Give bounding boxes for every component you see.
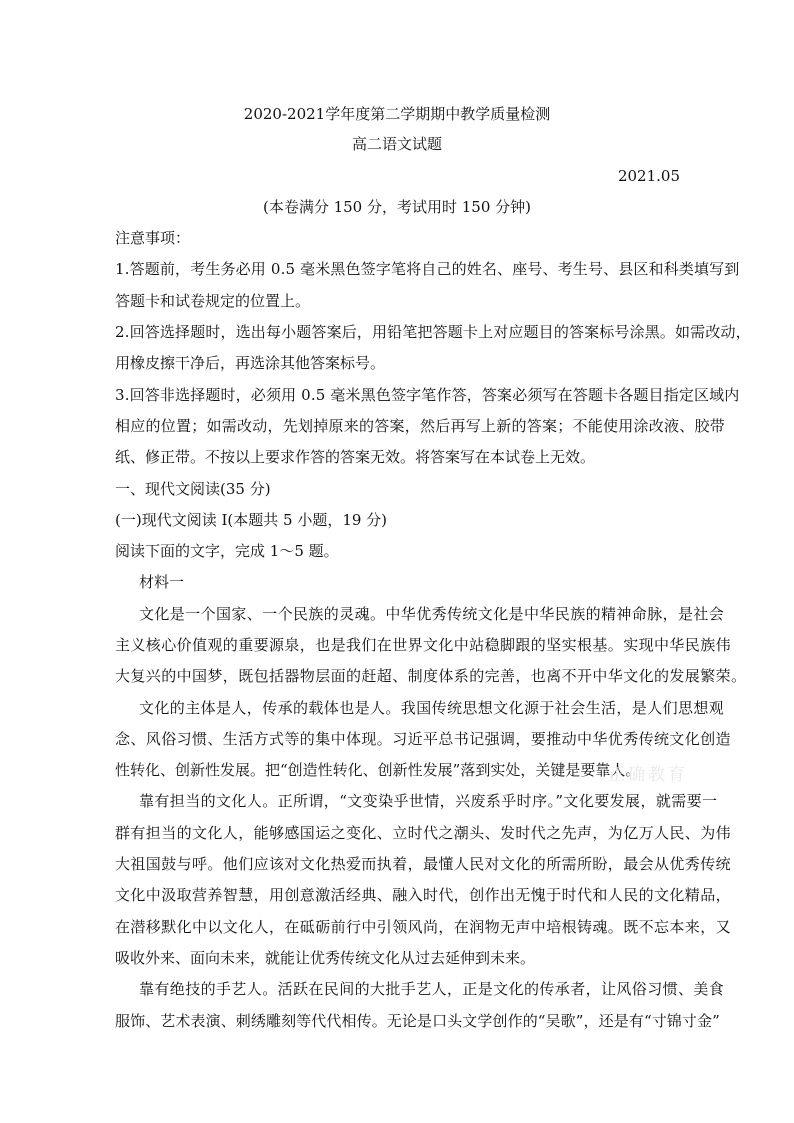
passage-line: 文化的主体是人，传承的载体也是人。我国传统思想文化源于社会生活，是人们思想观 [139,699,725,717]
section-subtitle: (一)现代文阅读 I(本题共 5 小题，19 分) [115,511,388,529]
passage-line: 文化中汲取营养智慧，用创意激活经典、融入时代，创作出无愧于时代和人民的文化精品， [115,886,732,904]
notice-line: 3.回答非选择题时，必须用 0.5 毫米黑色签字笔作答，答案必须写在答题卡各题目指定区域内 [115,386,740,404]
passage-line: 靠有担当的文化人。正所谓，“文变染乎世情，兴废系乎时序。”文化要发展，就需要一 [139,792,718,810]
passage-line: 群有担当的文化人，能够感国运之变化、立时代之潮头、发时代之先声，为亿万人民、为伟 [115,824,732,842]
section-title: 一、现代文阅读(35 分) [115,480,271,498]
exam-title: 2020-2021学年度第二学期期中教学质量检测 [243,105,551,123]
reading-instruction: 阅读下面的文字，完成 1～5 题。 [115,542,339,560]
passage-line: 性转化、创新性发展。把“创造性转化、创新性发展”落到实处，关键是要靠人。 [115,761,641,779]
passage-line: 在潜移默化中以文化人，在砥砺前行中引领风尚，在润物无声中培根铸魂。既不忘本来，又 [115,918,732,936]
notice-line: 相应的位置；如需改动，先划掉原来的答案，然后再写上新的答案；不能使用涂改液、胶带 [115,417,726,435]
passage-line: 吸收外来、面向未来，就能让优秀传统文化从过去延伸到未来。 [115,949,536,967]
exam-date: 2021.05 [617,167,680,185]
notice-line: 2.回答选择题时，选出每小题答案后，用铅笔把答题卡上对应题目的答案标号涂黑。如需改动， [115,323,751,341]
watermark: 正确教育 [608,765,688,785]
score-note: (本卷满分 150 分，考试用时 150 分钟) [262,198,532,216]
notice-line: 答题卡和试卷规定的位置上。 [115,292,311,310]
passage-line: 服饰、艺术表演、刺绣雕刻等代代相传。无论是口头文学创作的“吴歌”，还是有“寸锦寸金” [115,1012,720,1030]
passage-line: 文化是一个国家、一个民族的灵魂。中华优秀传统文化是中华民族的精神命脉，是社会 [139,605,725,623]
notice-line: 纸、修正带。不按以上要求作答的答案无效。将答案写在本试卷上无效。 [115,448,596,466]
passage-line: 靠有绝技的手艺人。活跃在民间的大批手艺人，正是文化的传承者，让风俗习惯、美食 [139,980,725,998]
passage-line: 大祖国鼓与呼。他们应该对文化热爱而执着，最懂人民对文化的所需所盼，最会从优秀传统 [115,855,732,873]
passage-line: 主义核心价值观的重要源泉，也是我们在世界文化中站稳脚跟的坚实根基。实现中华民族伟 [115,636,732,654]
passage-line: 大复兴的中国梦，既包括器物层面的赶超、制度体系的完善，也离不开中华文化的发展繁荣。 [115,667,747,685]
material-label: 材料一 [139,573,185,591]
notice-heading: 注意事项： [115,229,191,247]
subject-title: 高二语文试题 [351,135,442,153]
notice-line: 1.答题前，考生务必用 0.5 毫米黑色签字笔将自己的姓名、座号、考生号、县区和科类填写到 [115,260,740,278]
notice-line: 用橡皮擦干净后，再选涂其他答案标号。 [115,354,386,372]
passage-line: 念、风俗习惯、生活方式等的集中体现。习近平总书记强调，要推动中华优秀传统文化创造 [115,730,732,748]
